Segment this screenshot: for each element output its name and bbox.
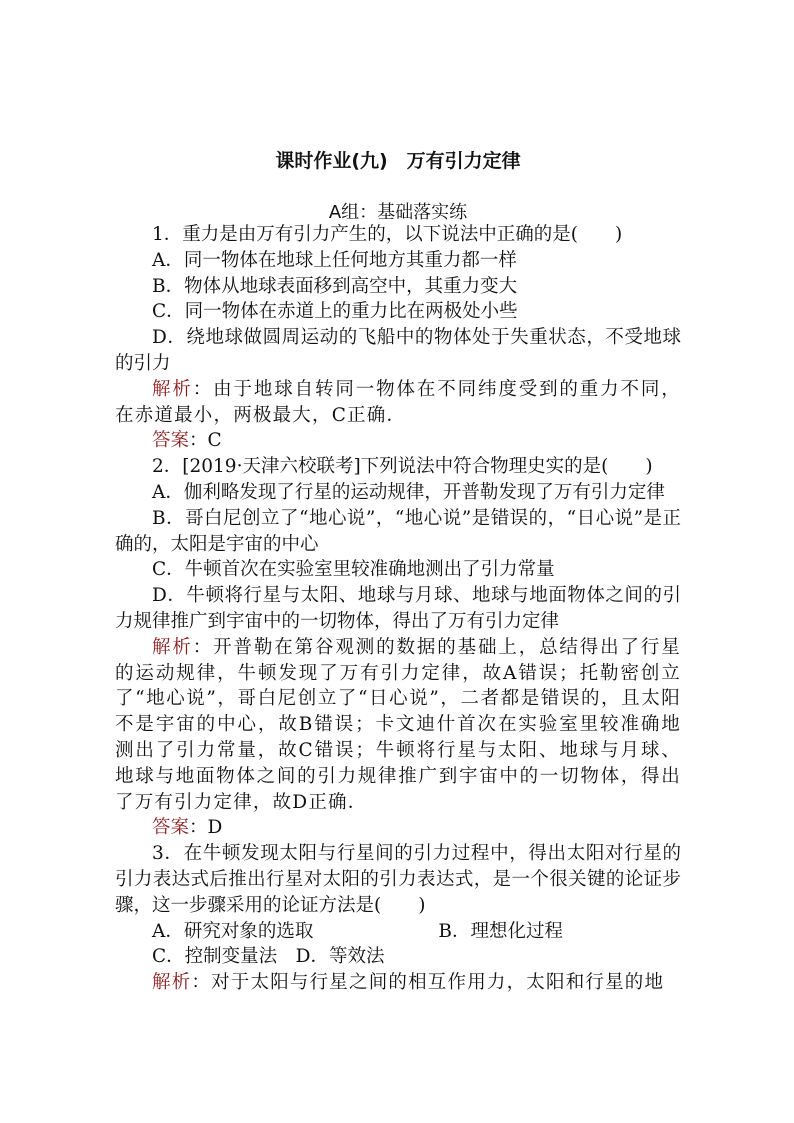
section-heading: A组：基础落实练 [328, 202, 468, 223]
q3-option-a: A．研究对象的选取 [152, 920, 314, 942]
answer-label: 答案 [152, 817, 190, 839]
q2-option-d: D．牛顿将行星与太阳、地球与月球、地球与地面物体之间的引力规律推广到宇宙中的一切物体，得出了万有引力定律 [115, 585, 681, 632]
q2-stem: 2．[2019·天津六校联考]下列说法中符合物理史实的是( ) [152, 456, 653, 478]
analysis-text: ：开普勒在第谷观测的数据的基础上，总结得出了行星的运动规律，牛顿发现了万有引力定律，故A错误；托勒密创立了“地心说”，哥白尼创立了“日心说”，二者都是错误的，且太阳不是宇宙的中心，故B错误；卡文迪什首次在实验室里较准确地测出了引力常量，故C错误；牛顿将行星与太阳、地球与月球、地球与地面物体之间的引力规律推广到宇宙中的一切物体，得出了万有引力定律，故D正确． [115, 636, 681, 813]
q1-option-a: A．同一物体在地球上任何地方其重力都一样 [152, 249, 517, 271]
q3-option-b: B．理想化过程 [438, 920, 563, 942]
q1-option-c: C．同一物体在赤道上的重力比在两极处小些 [152, 301, 518, 323]
q3-option-c: C．控制变量法 [152, 946, 278, 968]
answer-text: ：D [189, 817, 223, 839]
q3-option-d: D．等效法 [295, 946, 385, 968]
q1-option-b: B．物体从地球表面移到高空中，其重力变大 [152, 275, 518, 297]
question-list [115, 222, 681, 996]
q1-option-d: D．绕地球做圆周运动的飞船中的物体处于失重状态，不受地球的引力 [115, 327, 681, 374]
q2-option-c: C．牛顿首次在实验室里较准确地测出了引力常量 [152, 559, 555, 581]
answer-label: 答案 [152, 430, 190, 452]
analysis-text: ：对于太阳与行星之间的相互作用力，太阳和行星的地 [191, 972, 665, 994]
q3-analysis [115, 970, 681, 996]
analysis-text: ：由于地球自转同一物体在不同纬度受到的重力不同，在赤道最小，两极最大，C正确． [115, 378, 681, 426]
q3-options-row-1 [115, 919, 681, 945]
q2-option-a: A．伽利略发现了行星的运动规律，开普勒发现了万有引力定律 [152, 481, 665, 503]
page-title: 课时作业(九) 万有引力定律 [275, 150, 521, 172]
q3-stem: 3．在牛顿发现太阳与行星间的引力过程中，得出太阳对行星的引力表达式后推出行星对太阳的引力表达式，是一个很关键的论证步骤，这一步骤采用的论证方法是( ) [115, 843, 681, 916]
answer-text: ：C [189, 430, 222, 452]
q2-option-b: B．哥白尼创立了“地心说”，“地心说”是错误的，“日心说”是正确的，太阳是宇宙的中心 [115, 507, 681, 555]
q1-analysis [115, 377, 681, 429]
analysis-label: 解析 [152, 378, 193, 400]
q2-answer [115, 815, 681, 841]
analysis-label: 解析 [152, 972, 192, 994]
q1-stem: 1．重力是由万有引力产生的，以下说法中正确的是( ) [152, 224, 623, 245]
analysis-label: 解析 [152, 636, 193, 658]
q2-analysis [115, 635, 681, 816]
q1-answer [115, 428, 681, 454]
q3-options-row-2 [115, 944, 681, 970]
